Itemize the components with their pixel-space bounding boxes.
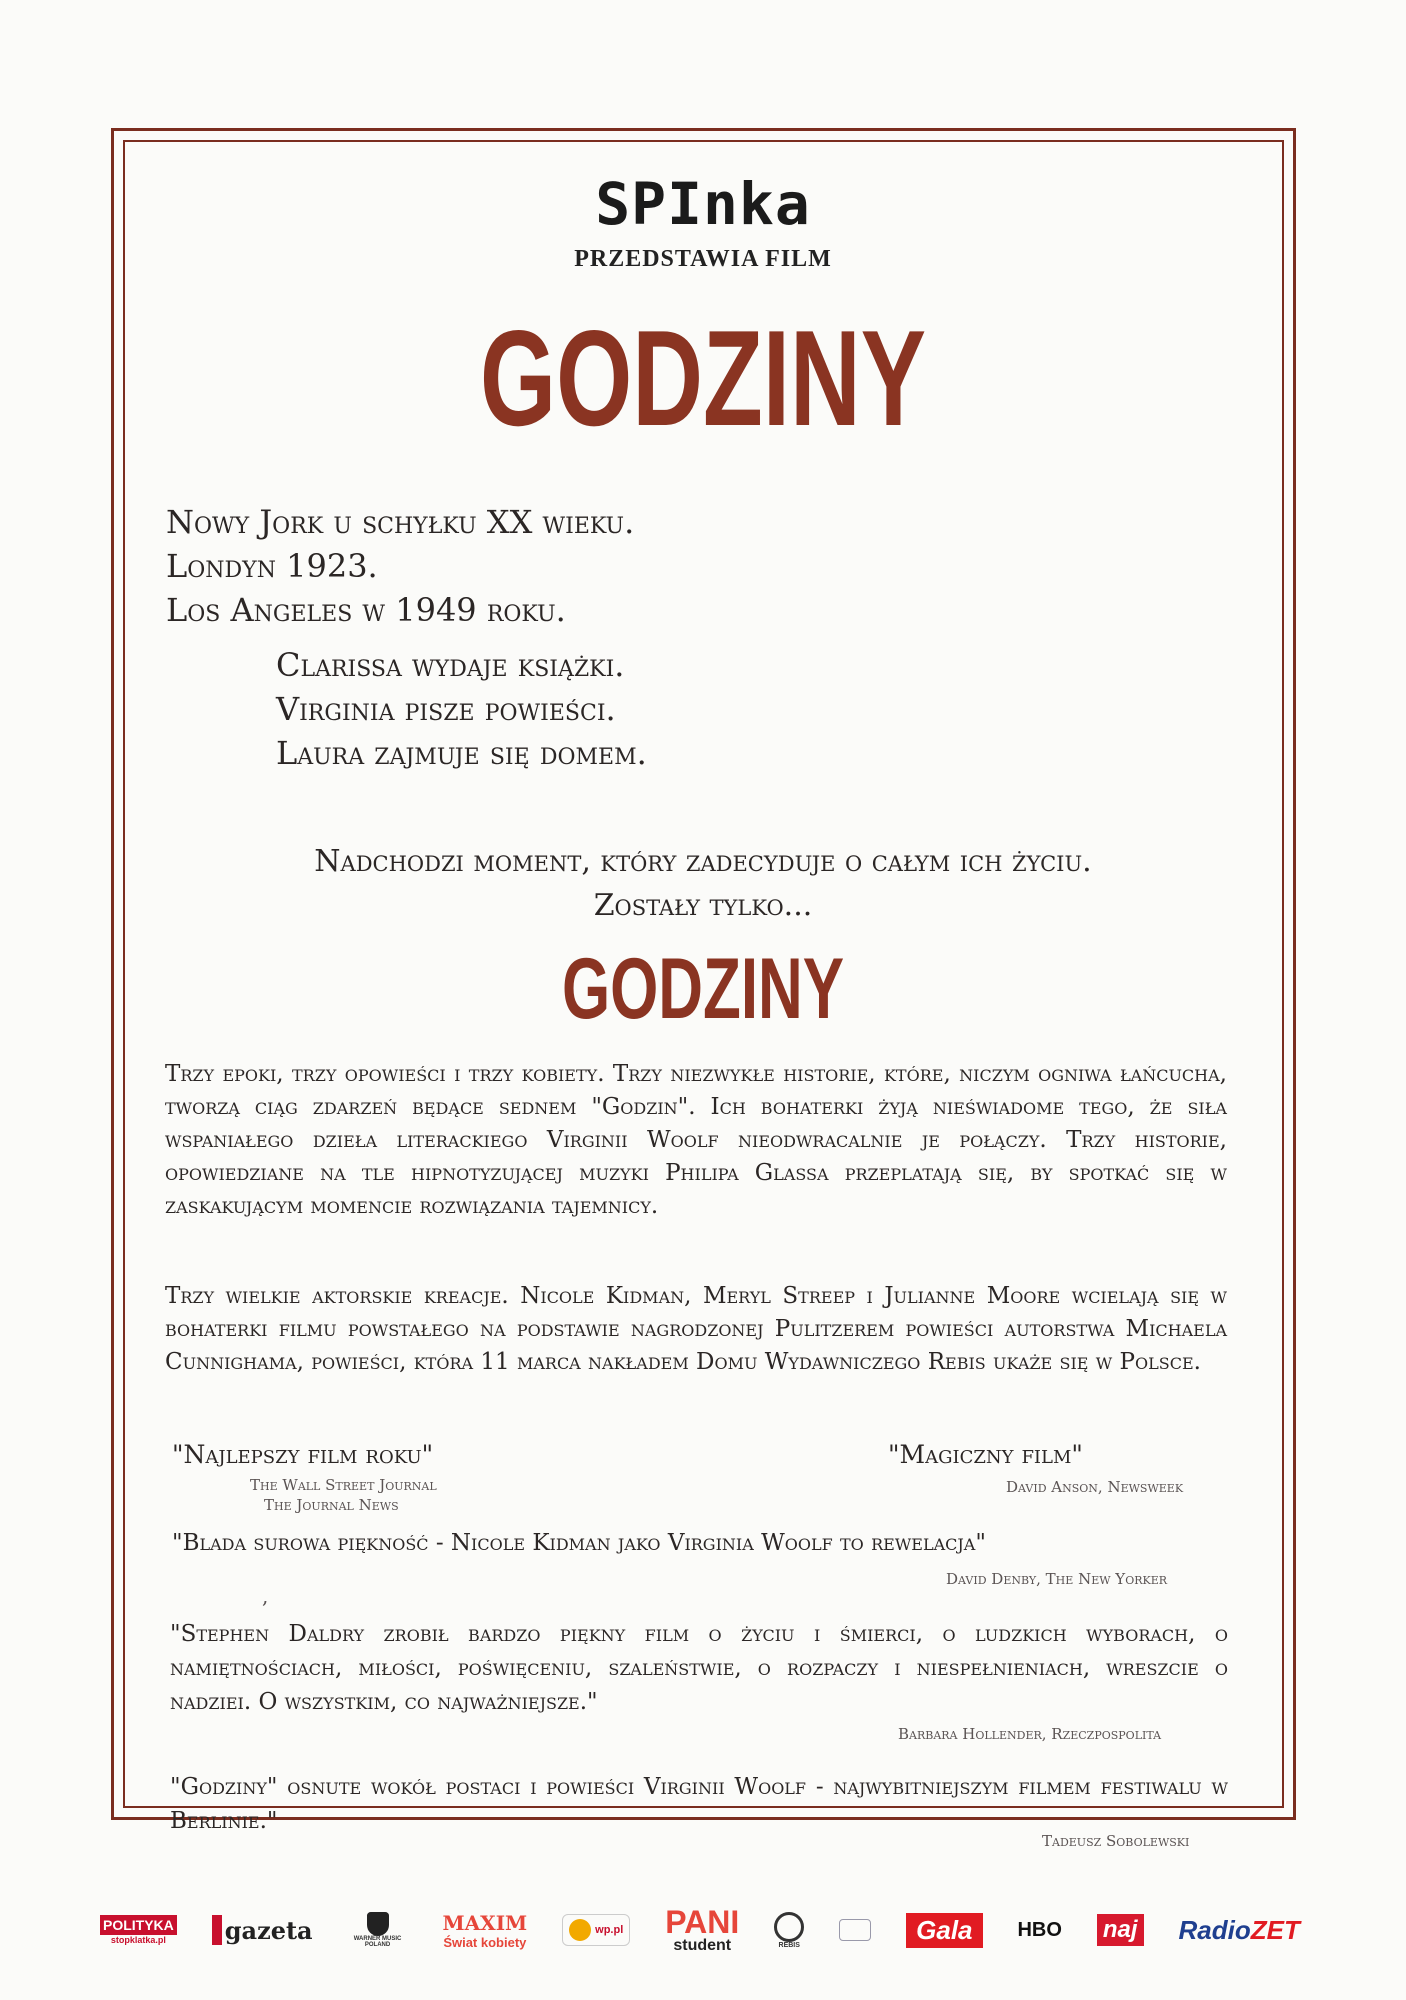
warner-logo	[348, 1912, 408, 1948]
gazeta-name: gazeta	[224, 1915, 313, 1945]
hbo-name: HBO	[1017, 1918, 1062, 1941]
swiat-name: Świat kobiety	[443, 1934, 527, 1950]
wp-name: wp.pl	[595, 1924, 624, 1936]
quote-source: The Wall Street Journal	[250, 1476, 437, 1494]
quote-source: The Journal News	[264, 1496, 399, 1514]
rebis-name: REBIS	[778, 1941, 800, 1949]
quote-source: David Anson, Newsweek	[1006, 1478, 1184, 1496]
stopklatka-name: stopklatka.pl	[110, 1935, 166, 1945]
maxim-name: MAXIM	[442, 1910, 528, 1935]
polityka-logo	[100, 1915, 177, 1945]
quote-source: Barbara Hollender, Rzeczpospolita	[898, 1725, 1162, 1743]
brand-logo: SPInka	[595, 170, 811, 238]
intro-line: Londyn 1923.	[166, 547, 378, 585]
gala-name: Gala	[916, 1914, 973, 1945]
film-title: GODZINY	[479, 302, 927, 454]
student-name: student	[673, 1937, 732, 1954]
quote-source: David Denby, The New Yorker	[946, 1570, 1168, 1588]
wp-logo	[562, 1914, 630, 1946]
sun-icon	[569, 1919, 591, 1941]
naj-name: naj	[1102, 1916, 1138, 1943]
pani-logo	[665, 1906, 739, 1954]
film-title-secondary: GODZINY	[561, 941, 845, 1037]
tagline-line-2: Zostały tylko...	[593, 888, 813, 923]
presents-label: PRZEDSTAWIA FILM	[574, 246, 832, 272]
intro-line: Clarissa wydaje książki.	[276, 646, 625, 684]
intro-line: Los Angeles w 1949 roku.	[166, 591, 566, 629]
intro-line: Laura zajmuje się domem.	[276, 734, 647, 772]
pani-name: PANI	[665, 1904, 740, 1940]
intro-line: Nowy Jork u schyłku XX wieku.	[166, 503, 635, 541]
sponsor-logos	[100, 1900, 1300, 1960]
gala-logo	[906, 1913, 982, 1948]
quote-text: "Stephen Daldry zrobił bardzo piękny film o życiu i śmierci, o ludzkich wyborach, o namiętnościach, miłości, poświęceniu, szaleństwie, o rozpaczy i niespełnieniach, wreszcie o nadziei. O wszystkim, co najważniejsze."	[170, 1621, 1228, 1715]
warner-name: WARNER MUSIC POLAND	[353, 1936, 402, 1948]
cast-paragraph: Trzy wielkie aktorskie kreacje. Nicole Kidman, Meryl Streep i Julianne Moore wcielają się w bohaterki filmu powstałego na podstawie nagrodzonej Pulitzerem powieści autorstwa Michaela Cunnighama, powieści, która 11 marca nakładem Domu Wydawniczego Rebis ukaże się w Polsce.	[165, 1283, 1227, 1375]
radio-zet-logo	[1179, 1915, 1300, 1946]
hbo-logo	[1017, 1919, 1061, 1942]
quote-source: Tadeusz Sobolewski	[1042, 1832, 1190, 1850]
rebis-logo	[774, 1912, 804, 1949]
quote-text: "Blada surowa piękność - Nicole Kidman jako Virginia Woolf to rewelacja"	[172, 1530, 986, 1556]
quote-text: "Godziny" osnute wokół postaci i powieści Virginii Woolf - najwybitniejszym filmem festiwalu w Berlinie."	[170, 1774, 1228, 1834]
intro-line: Virginia pisze powieści.	[276, 690, 616, 728]
intro-places	[166, 500, 634, 632]
small-logo	[839, 1919, 871, 1941]
naj-logo	[1097, 1914, 1144, 1946]
gazeta-mark-icon	[212, 1915, 222, 1945]
synopsis-paragraph: Trzy epoki, trzy opowieści i trzy kobiety. Trzy niezwykłe historie, które, niczym ogniwa łańcucha, tworzą ciąg zdarzeń będące sednem "Godzin". Ich bohaterki żyją nieświadome tego, że siła wspaniałego dzieła literackiego Virginii Woolf nieodwracalnie je połączy. Trzy historie, opowiedziane na tle hipnotyzującej muzyki Philipa Glassa przeplatają się, by spotkać się w zaskakującym momencie rozwiązania tajemnicy.	[165, 1061, 1227, 1219]
polityka-name: POLITYKA	[100, 1915, 177, 1935]
rebis-mark-icon	[774, 1912, 804, 1942]
quote-text: "Magiczny film"	[888, 1440, 1083, 1469]
tagline-line-1: Nadchodzi moment, który zadecyduje o całym ich życiu.	[314, 844, 1092, 879]
zet-name: ZET	[1250, 1914, 1300, 1945]
intro-characters	[276, 643, 647, 775]
maxim-logo	[443, 1911, 528, 1950]
quote-text: "Najlepszy film roku"	[172, 1440, 434, 1469]
warner-shield-icon	[367, 1912, 389, 1936]
stray-mark: ,	[262, 1584, 269, 1608]
radio-name: Radio	[1178, 1914, 1251, 1945]
gazeta-logo	[212, 1915, 313, 1945]
